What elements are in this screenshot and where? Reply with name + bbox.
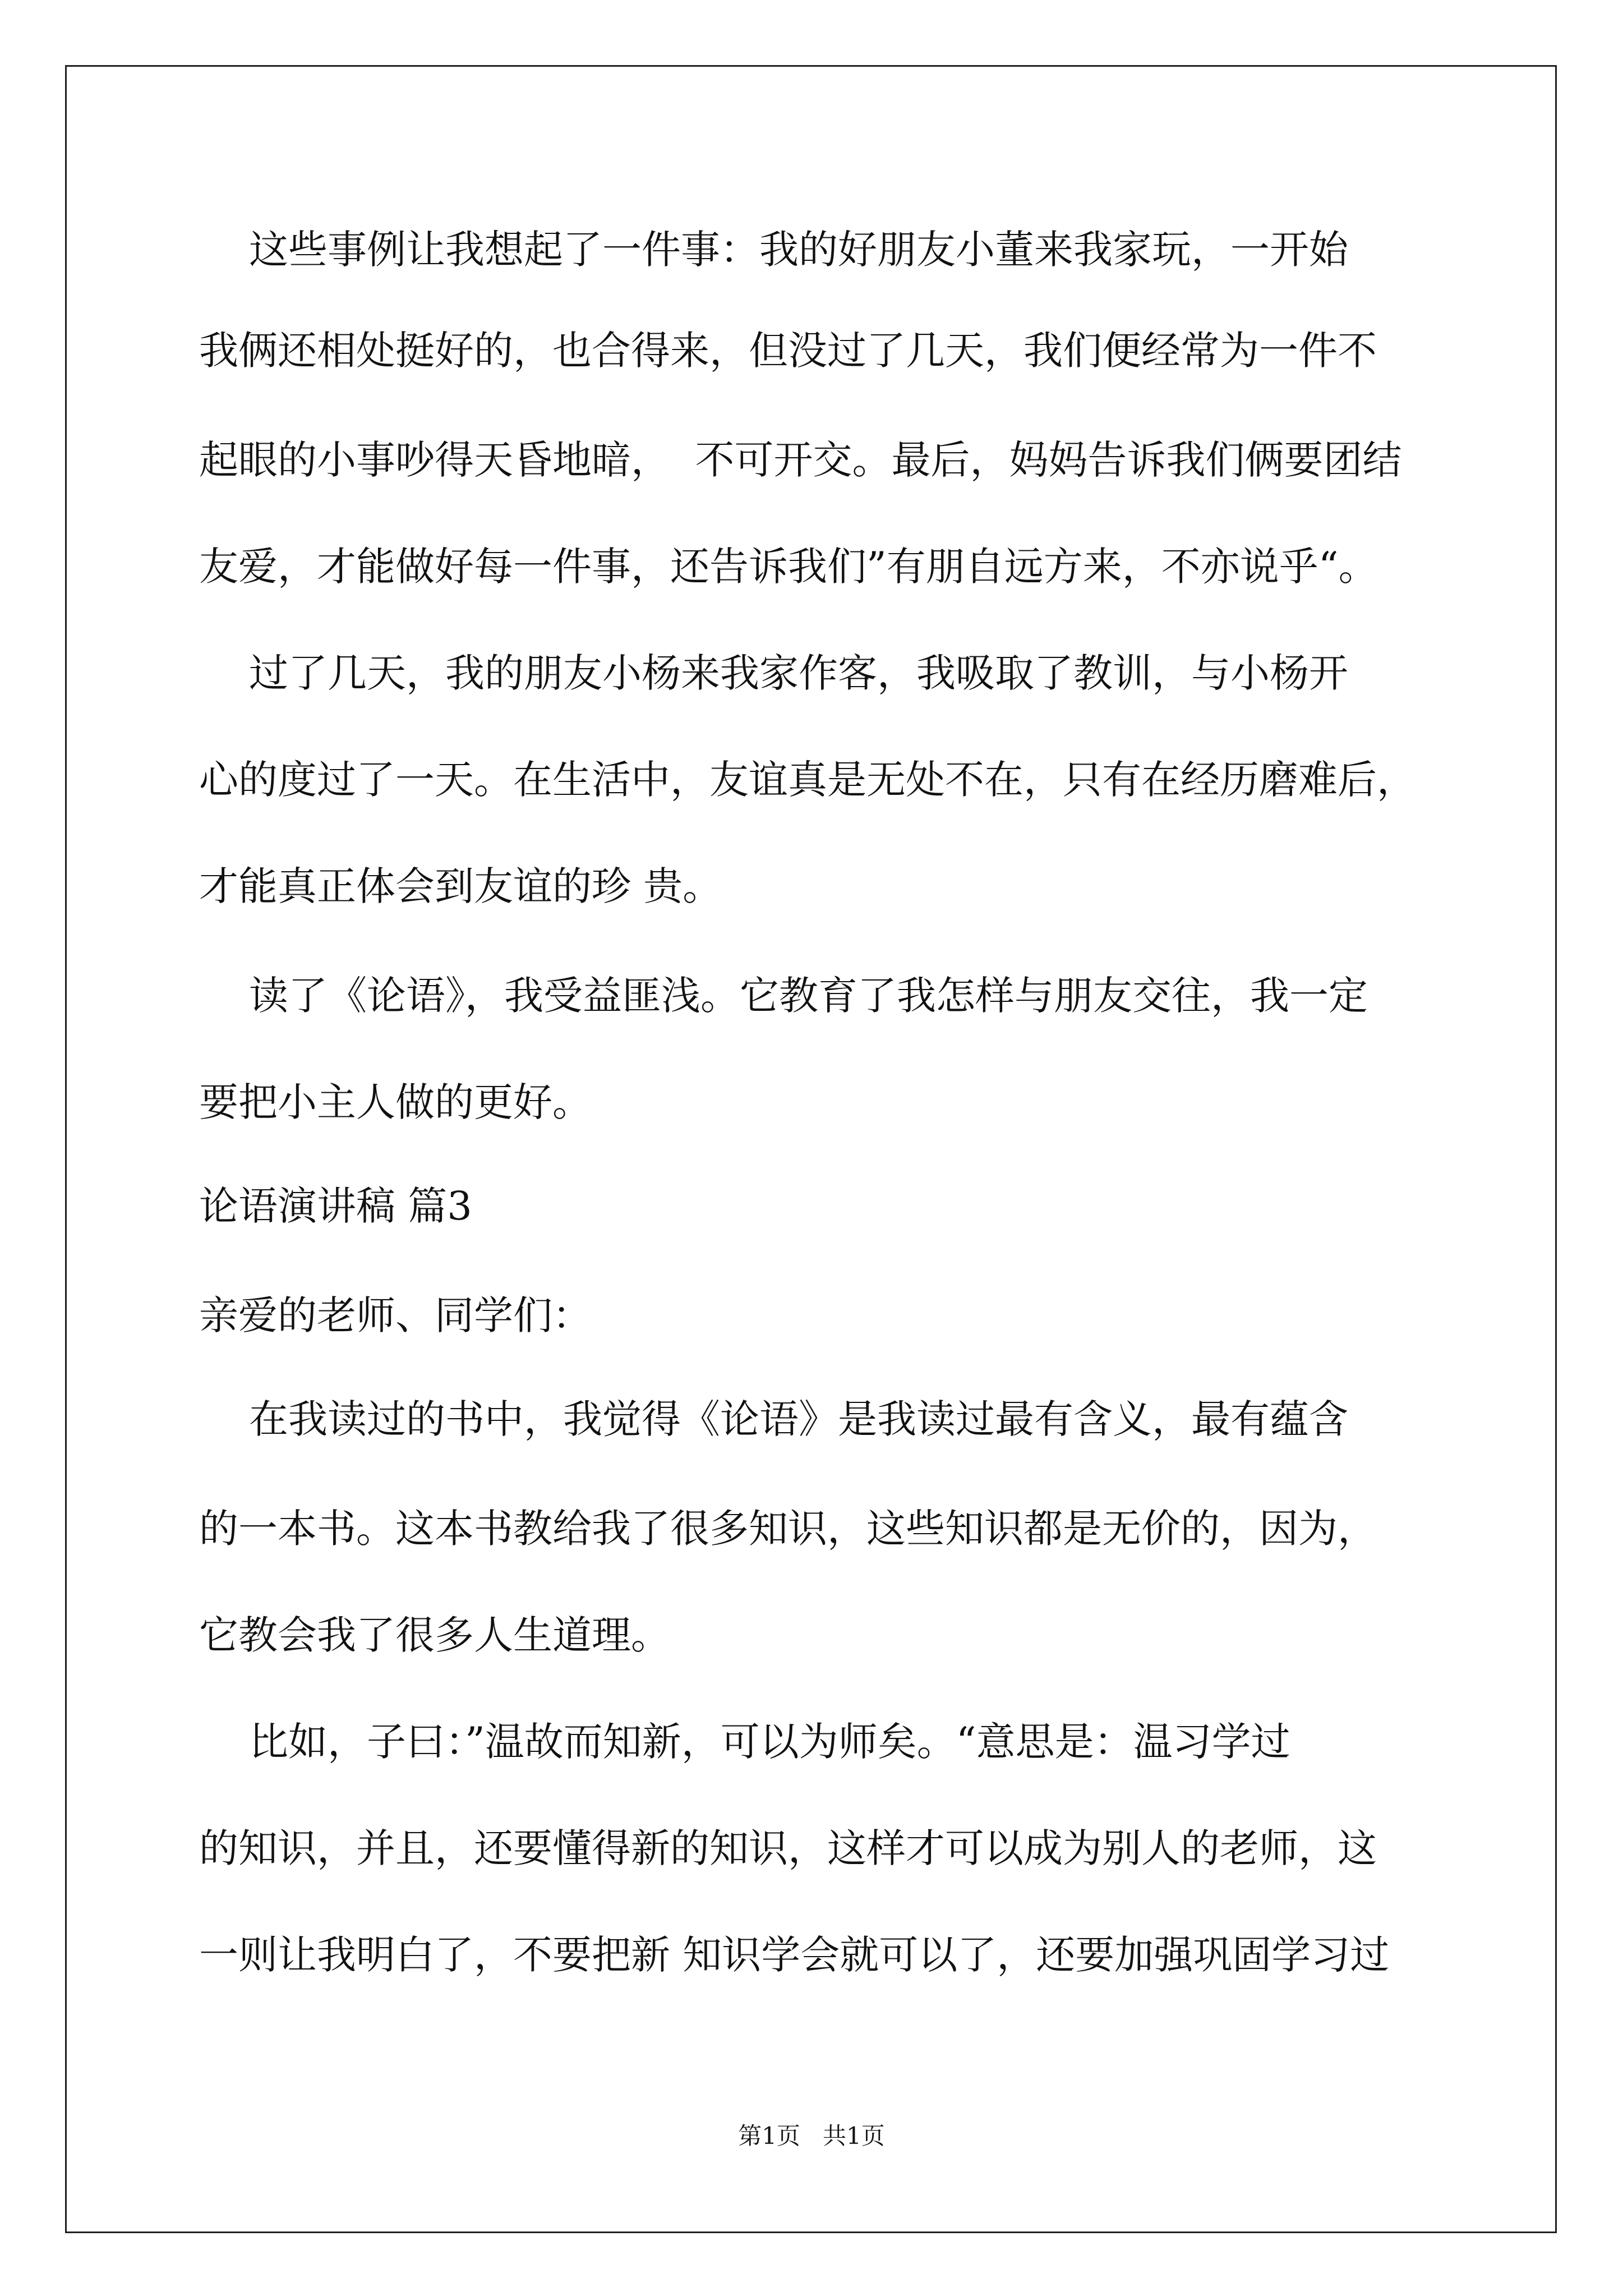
salutation: 亲爱的老师、同学们： [199, 1292, 592, 1338]
text-line: 才能真正体会到友谊的珍 贵。 [199, 863, 722, 909]
text-line: 比如，子曰：”温故而知新，可以为师矣。“意思是：温习学过 [199, 1719, 1290, 1765]
text-line: 的知识，并且，还要懂得新的知识，这样才可以成为别人的老师，这 [199, 1825, 1377, 1871]
text-line: 在我读过的书中，我觉得《论语》是我读过最有含义，最有蕴含 [199, 1396, 1349, 1442]
text-line: 心的度过了一天。在生活中，友谊真是无处不在，只有在经历磨难后， [199, 757, 1416, 803]
page-border [65, 65, 1557, 2233]
text-line: 友爱，才能做好每一件事，还告诉我们”有朋自远方来，不亦说乎“。 [199, 544, 1378, 590]
text-line: 读了《论语》，我受益匪浅。它教育了我怎样与朋友交往，我一定 [199, 973, 1368, 1019]
text-line: 我俩还相处挺好的，也合得来，但没过了几天，我们便经常为一件不 [199, 328, 1377, 374]
text-line: 过了几天，我的朋友小杨来我家作客，我吸取了教训，与小杨开 [199, 650, 1349, 696]
page-footer: 第1页 共1页 [738, 2122, 885, 2150]
text-line: 的一本书。这本书教给我了很多知识，这些知识都是无价的，因为， [199, 1506, 1377, 1552]
text-line: 一则让我明白了，不要把新 知识学会就可以了，还要加强巩固学习过 [199, 1932, 1390, 1978]
section-heading: 论语演讲稿 篇3 [199, 1183, 472, 1229]
text-line: 这些事例让我想起了一件事：我的好朋友小董来我家玩，一开始 [199, 227, 1349, 273]
text-line: 要把小主人做的更好。 [199, 1079, 592, 1125]
text-line: 它教会我了很多人生道理。 [199, 1612, 670, 1658]
text-line: 起眼的小事吵得天昏地暗， 不可开交。最后，妈妈告诉我们俩要团结 [199, 437, 1402, 483]
